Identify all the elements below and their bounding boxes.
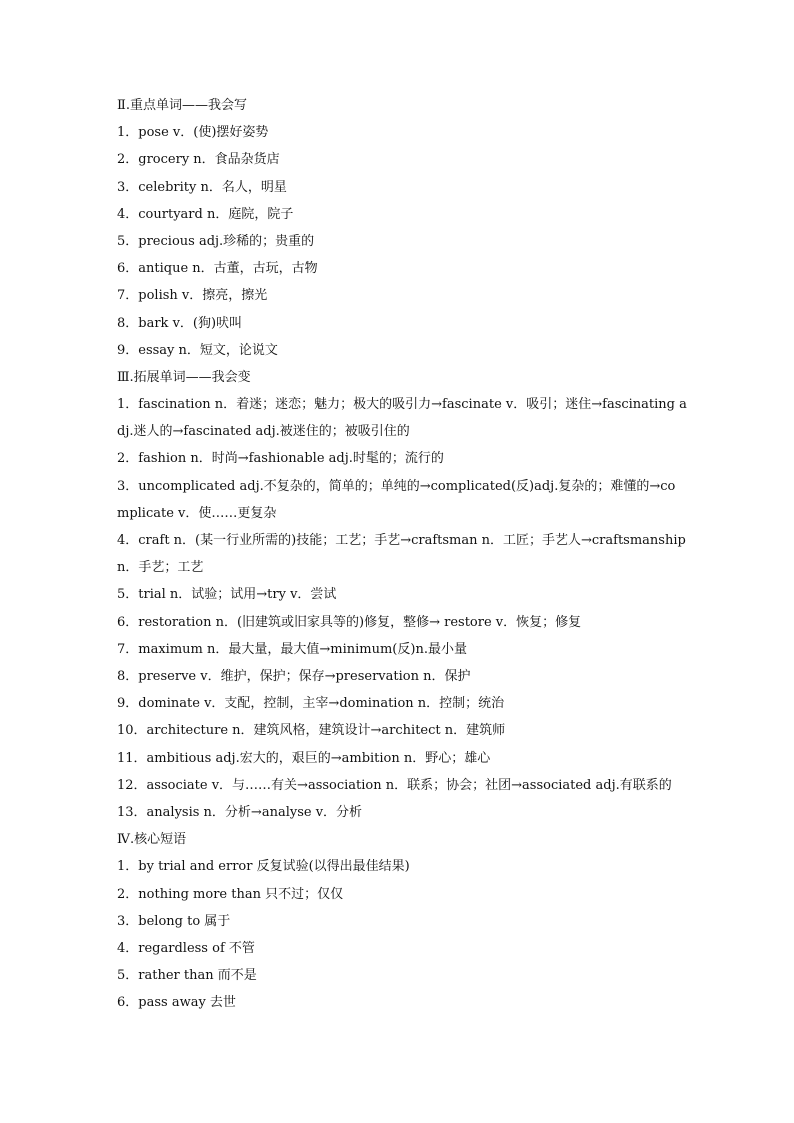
list-item: 11．ambitious adj.宏大的，艰巨的→ambition n．野心；雄心: [117, 750, 491, 766]
list-item: 4．regardless of 不管: [117, 940, 255, 956]
list-item: 3．uncomplicated adj.不复杂的，简单的；单纯的→complicated(反)adj.复杂的；难懂的→complicate v．使……更复杂: [117, 478, 676, 521]
list-item: 8．preserve v．维护，保护；保存→preservation n．保护: [117, 669, 471, 685]
list-item: 6．pass away 去世: [117, 995, 236, 1011]
list-item: 9．essay n．短文，论说文: [117, 342, 278, 358]
list-item: 1．fascination n．着迷；迷恋；魅力；极大的吸引力→fascinate v．吸引；迷住→fascinating adj.迷人的→fascinated adj.被迷住的；被吸引住的: [117, 397, 687, 440]
section-heading-core-phrases: Ⅳ.核心短语: [117, 832, 187, 848]
section-heading-extended-words: Ⅲ.拓展单词——我会变: [117, 369, 251, 385]
list-item: 7．polish v．擦亮，擦光: [117, 288, 268, 304]
list-item: 1．pose v．(使)摆好姿势: [117, 125, 269, 141]
list-item: 5．precious adj.珍稀的；贵重的: [117, 233, 315, 249]
list-item: 3．celebrity n．名人，明星: [117, 179, 287, 195]
list-item: 7．maximum n．最大量，最大值→minimum(反)n.最小量: [117, 641, 467, 657]
list-item: 4．courtyard n．庭院，院子: [117, 206, 294, 222]
section-heading-key-words: Ⅱ.重点单词——我会写: [117, 98, 247, 113]
list-item: 4．craft n．(某一行业所需的)技能；工艺；手艺→craftsman n．工匠；手艺人→craftsmanship n．手艺；工艺: [117, 533, 686, 576]
list-item: 1．by trial and error 反复试验(以得出最佳结果): [117, 859, 410, 875]
list-item: 3．belong to 属于: [117, 913, 231, 929]
list-item: 6．antique n．古董，古玩，古物: [117, 261, 318, 277]
list-item: 12．associate v．与……有关→association n．联系；协会；社团→associated adj.有联系的: [117, 777, 672, 793]
list-item: 5．rather than 而不是: [117, 968, 257, 984]
list-item: 8．bark v．(狗)吠叫: [117, 315, 243, 331]
list-item: 2．fashion n．时尚→fashionable adj.时髦的；流行的: [117, 451, 444, 467]
list-item: 5．trial n．试验；试用→try v．尝试: [117, 587, 337, 603]
list-item: 2．nothing more than 只不过；仅仅: [117, 886, 344, 902]
document-page: [117, 92, 687, 1016]
list-item: 2．grocery n．食品杂货店: [117, 152, 280, 168]
list-item: 6．restoration n．(旧建筑或旧家具等的)修复，整修→ restore v．恢复；修复: [117, 614, 582, 630]
list-item: 13．analysis n．分析→analyse v．分析: [117, 804, 363, 820]
list-item: 10．architecture n．建筑风格，建筑设计→architect n．建筑师: [117, 723, 506, 739]
list-item: 9．dominate v．支配，控制，主宰→domination n．控制；统治: [117, 696, 505, 712]
